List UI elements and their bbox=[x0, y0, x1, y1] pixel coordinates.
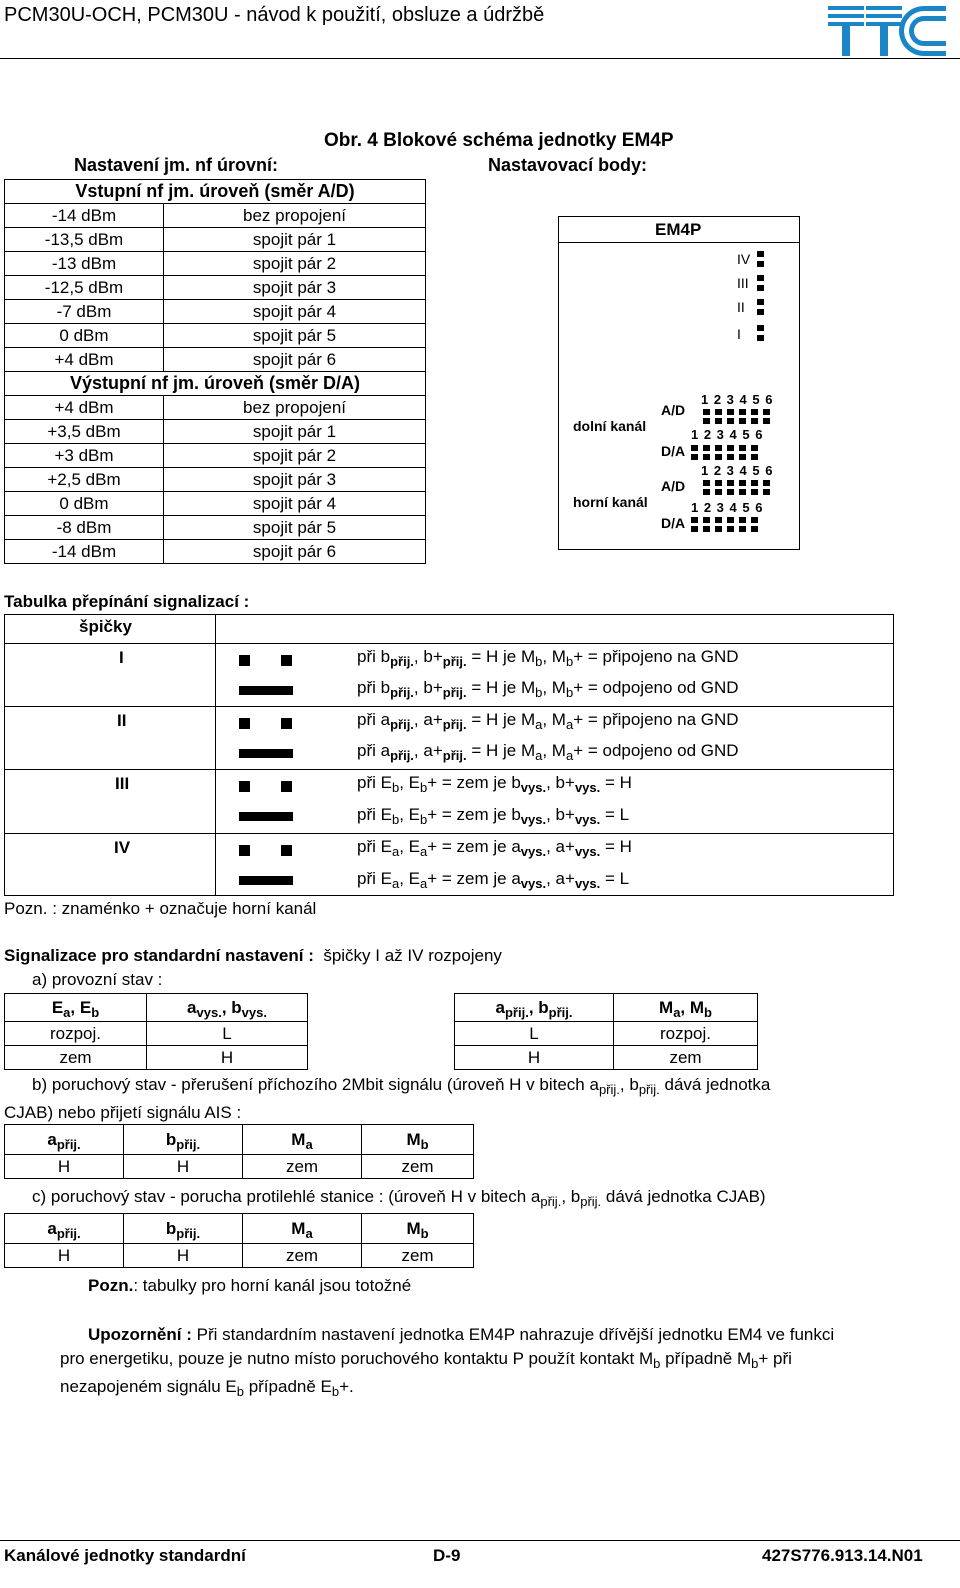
em4p-divider bbox=[559, 242, 799, 243]
table-row: +3 dBm spojit pár 2 bbox=[5, 444, 426, 468]
row-divider bbox=[5, 833, 893, 834]
fault-state-b-cont: CJAB) nebo přijetí signálu AIS : bbox=[4, 1103, 242, 1122]
warning-line-3: nezapojeném signálu $E_b$ případně $E_b+$. bbox=[60, 1377, 354, 1399]
table-row: -13 dBm spojit pár 2 bbox=[5, 252, 426, 276]
signal-rule: při $E_b$, $E_b+$ = zem je $b_{vys.}$, $b+_{vys.} = L$ bbox=[357, 805, 630, 827]
level-i-label: I bbox=[737, 326, 741, 342]
jumper-pin bbox=[757, 275, 764, 281]
pair-numbers: 1 2 3 4 5 6 bbox=[691, 427, 764, 442]
signal-rule: při $E_a$, $E_a+$ = zem je $a_{vys.}$, $a+_{vys.} = L$ bbox=[357, 869, 630, 891]
group-label: III bbox=[115, 774, 130, 793]
group-label: II bbox=[117, 711, 127, 730]
footer-divider bbox=[0, 1540, 960, 1541]
footer-doc-number: 427S776.913.14.N01 bbox=[762, 1546, 923, 1565]
jumper-pin bbox=[757, 325, 764, 331]
footer-left: Kanálové jednotky standardní bbox=[4, 1546, 246, 1565]
settings-left-title: Nastavení jm. nf úrovní: bbox=[74, 155, 279, 175]
ad-label: A/D bbox=[661, 402, 686, 418]
table-row: -14 dBm bez propojení bbox=[5, 204, 426, 228]
document-title: PCM30U-OCH, PCM30U - návod k použití, obsluze a údržbě bbox=[4, 4, 545, 26]
warning-line-2: pro energetiku, pouze je nutno místo poruchového kontaktu P použít kontakt $M_b$ případně $M_b+$ při bbox=[60, 1349, 792, 1371]
row-divider bbox=[5, 769, 893, 770]
fault-state-b: b) poruchový stav - přerušení příchozího 2Mbit signálu (úroveň H v bitech $a_{přij.}$, $b_{přij.}$ dává jednotka bbox=[32, 1075, 771, 1097]
table-row: L rozpoj. bbox=[455, 1022, 758, 1046]
table-row: -7 dBm spojit pár 4 bbox=[5, 300, 426, 324]
signal-rule: při $a_{přij.}$, $a+_{přij.} = H$ je $M_a$, $M_a+$ = připojeno na GND bbox=[357, 710, 739, 732]
table-row: H H zem zem bbox=[5, 1244, 474, 1268]
jumper-open-icon bbox=[239, 718, 250, 729]
da-label: D/A bbox=[661, 443, 686, 459]
ttc-logo bbox=[828, 4, 948, 63]
jumper-open-icon bbox=[239, 655, 250, 666]
table-row: +4 dBm spojit pár 6 bbox=[5, 348, 426, 372]
jumper-pin bbox=[757, 335, 764, 341]
fault-state-c: c) poruchový stav - porucha protilehlé stanice : (úroveň H v bitech $a_{přij.}$, $b_{přij.}$ dává jednotka CJAB) bbox=[32, 1187, 766, 1209]
upper-channel-label: horní kanál bbox=[573, 494, 648, 510]
signal-rule: při $E_a$, $E_a+$ = zem je $a_{vys.}$, $a+_{vys.} = H$ bbox=[357, 837, 632, 859]
ad-label: A/D bbox=[661, 478, 686, 494]
jumper-closed-icon bbox=[239, 876, 293, 885]
jumper-pin bbox=[757, 251, 764, 257]
table-row: rozpoj. L bbox=[5, 1022, 308, 1046]
signal-table-title: Tabulka přepínání signalizací : bbox=[4, 592, 250, 611]
footer-page-number: D-9 bbox=[433, 1546, 461, 1565]
jumper-closed-icon bbox=[239, 686, 293, 695]
signal-note: Pozn. : znaménko + označuje horní kanál bbox=[4, 899, 317, 918]
jumper-open-icon bbox=[281, 781, 292, 792]
table-row: -12,5 dBm spojit pár 3 bbox=[5, 276, 426, 300]
signal-rule: při $b_{přij.}$, $b+_{přij.} = H$ je $M_b$, $M_b+$ = odpojeno od GND bbox=[357, 678, 739, 700]
table-row: H zem bbox=[455, 1046, 758, 1070]
jumper-pin bbox=[757, 285, 764, 291]
warning-line-1: Upozornění : Při standardním nastavení jednotka EM4P nahrazuje dřívější jednotku EM4 ve funkci bbox=[88, 1325, 835, 1344]
table-row: zem H bbox=[5, 1046, 308, 1070]
input-levels-title: Vstupní nf jm. úroveň (směr A/D) bbox=[5, 180, 426, 204]
jumper-pin bbox=[757, 309, 764, 315]
col-divider bbox=[215, 615, 216, 896]
jumper-open-icon bbox=[281, 718, 292, 729]
level-iv-label: IV bbox=[737, 251, 751, 267]
table-row: +4 dBm bez propojení bbox=[5, 396, 426, 420]
table-row: -14 dBm spojit pár 6 bbox=[5, 540, 426, 564]
table-row: +3,5 dBm spojit pár 1 bbox=[5, 420, 426, 444]
pair-numbers: 1 2 3 4 5 6 bbox=[701, 392, 774, 407]
fault-c-table: $a_{přij.}$ $b_{přij.}$ $M_a$ $M_b$ H H zem zem bbox=[4, 1213, 474, 1268]
level-iii-label: III bbox=[737, 275, 749, 291]
pair-numbers: 1 2 3 4 5 6 bbox=[691, 500, 764, 515]
level-ii-label: II bbox=[737, 299, 745, 315]
operating-right-table: $a_{přij.}$, $b_{přij.}$ $M_a$, $M_b$ L rozpoj. H zem bbox=[454, 993, 758, 1070]
signal-header: špičky bbox=[79, 617, 132, 636]
em4p-label: EM4P bbox=[655, 220, 702, 239]
fault-b-table: $a_{přij.}$ $b_{přij.}$ $M_a$ $M_b$ H H zem zem bbox=[4, 1124, 474, 1179]
output-levels-title: Výstupní nf jm. úroveň (směr D/A) bbox=[5, 372, 426, 396]
group-label: IV bbox=[114, 838, 131, 857]
table-row: -8 dBm spojit pár 5 bbox=[5, 516, 426, 540]
settings-right-title: Nastavovací body: bbox=[488, 155, 648, 175]
jumper-open-icon bbox=[281, 845, 292, 856]
table-row: +2,5 dBm spojit pár 3 bbox=[5, 468, 426, 492]
da-label: D/A bbox=[661, 515, 686, 531]
em4p-diagram bbox=[558, 216, 800, 550]
tables-note: Pozn.: tabulky pro horní kanál jsou totožné bbox=[88, 1276, 412, 1295]
operating-left-table: $E_a$, $E_b$ $a_{vys.}$, $b_{vys.}$ rozpoj. L zem H bbox=[4, 993, 308, 1070]
table-row: 0 dBm spojit pár 4 bbox=[5, 492, 426, 516]
signal-table bbox=[4, 614, 894, 896]
signal-rule: při $E_b$, $E_b+$ = zem je $b_{vys.}$, $b+_{vys.} = H$ bbox=[357, 773, 632, 795]
header-divider bbox=[0, 58, 960, 59]
jumper-pin bbox=[757, 261, 764, 267]
row-divider bbox=[5, 895, 893, 896]
jumper-open-icon bbox=[239, 845, 250, 856]
standard-title: Signalizace pro standardní nastavení : špičky I až IV rozpojeny bbox=[4, 946, 502, 965]
group-label: I bbox=[119, 648, 124, 667]
table-row: -13,5 dBm spojit pár 1 bbox=[5, 228, 426, 252]
row-divider bbox=[5, 643, 893, 644]
table-row: 0 dBm spojit pár 5 bbox=[5, 324, 426, 348]
pair-numbers: 1 2 3 4 5 6 bbox=[701, 463, 774, 478]
table-row: H H zem zem bbox=[5, 1155, 474, 1179]
jumper-open-icon bbox=[281, 655, 292, 666]
jumper-closed-icon bbox=[239, 812, 293, 821]
lower-channel-label: dolní kanál bbox=[573, 418, 647, 434]
jumper-open-icon bbox=[239, 781, 250, 792]
levels-table bbox=[4, 179, 426, 564]
row-divider bbox=[5, 706, 893, 707]
signal-rule: při $a_{přij.}$, $a+_{přij.} = H$ je $M_a$, $M_a+$ = odpojeno od GND bbox=[357, 741, 739, 763]
signal-rule: při $b_{přij.}$, $b+_{přij.} = H$ je $M_b$, $M_b+$ = připojeno na GND bbox=[357, 647, 739, 669]
operating-state-label: a) provozní stav : bbox=[32, 970, 163, 989]
jumper-pin bbox=[757, 299, 764, 305]
figure-caption: Obr. 4 Blokové schéma jednotky EM4P bbox=[324, 130, 674, 151]
jumper-closed-icon bbox=[239, 749, 293, 758]
